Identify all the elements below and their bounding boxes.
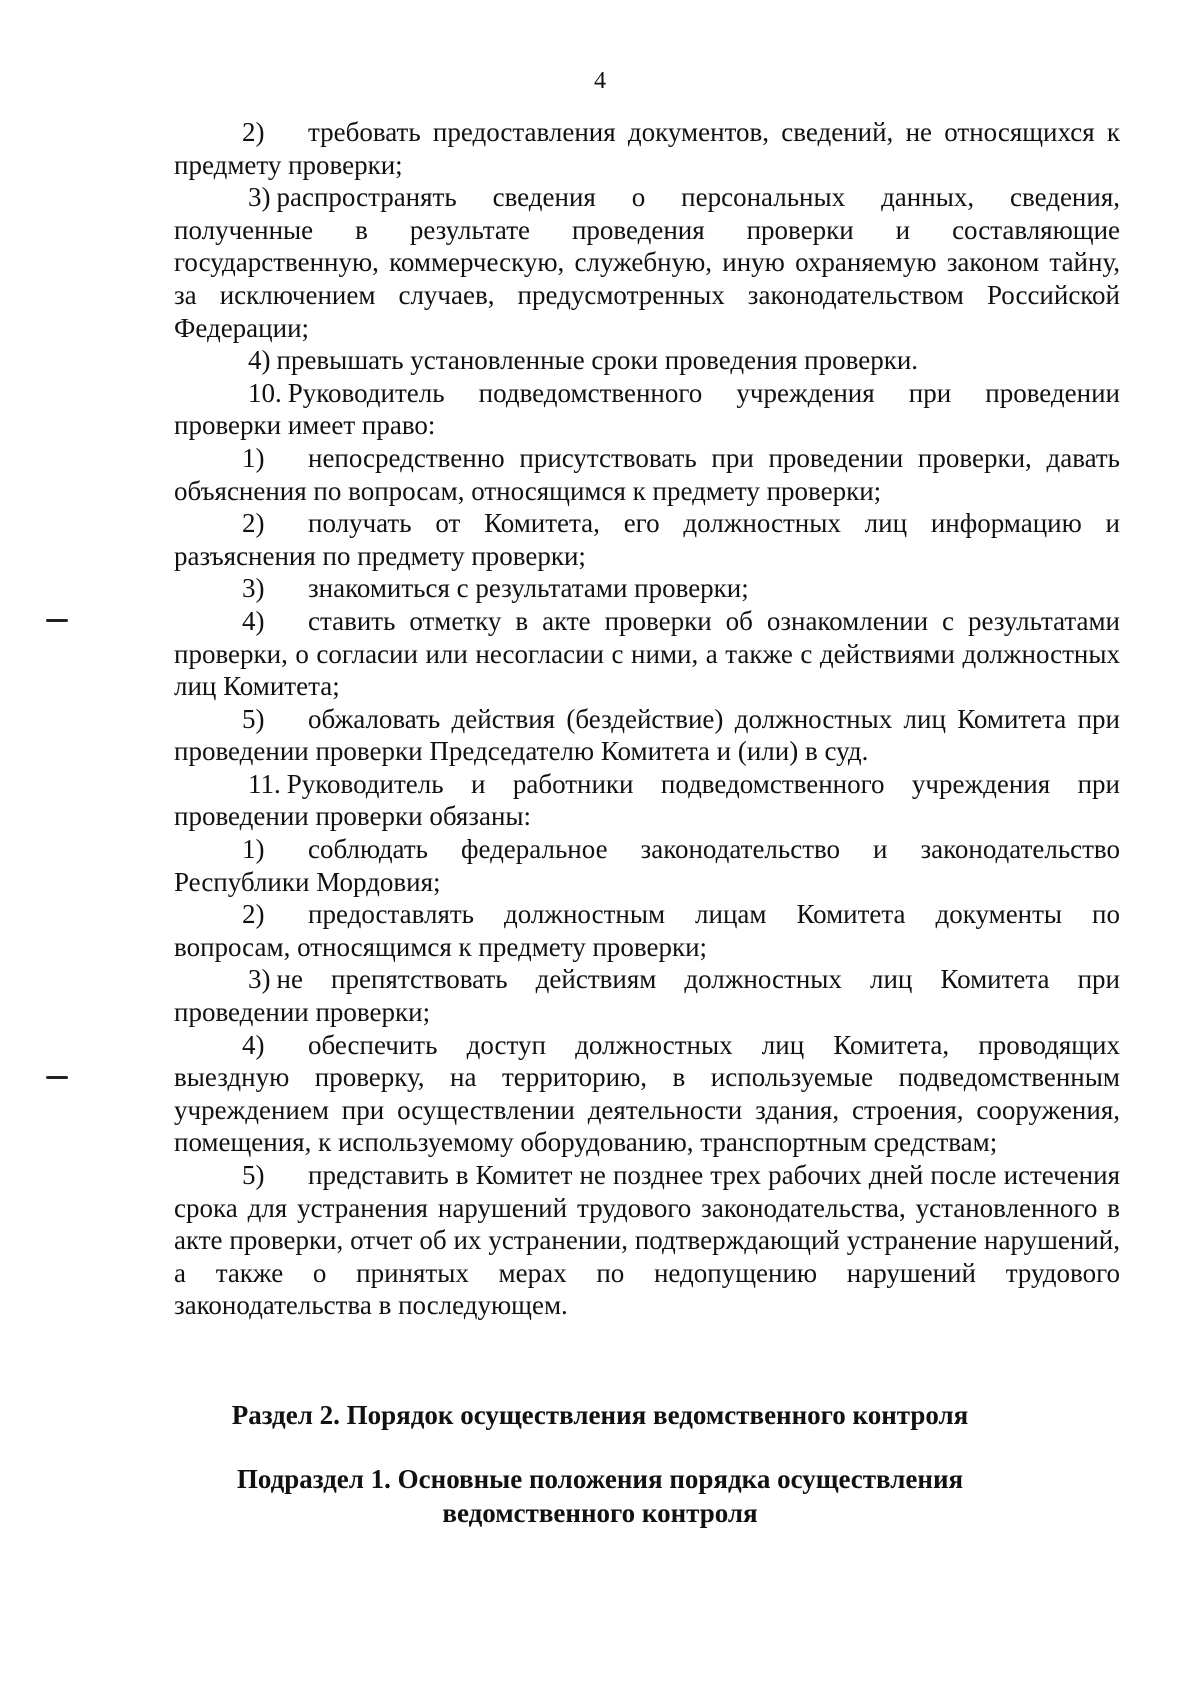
clause-text: Руководитель и работники подведомственного учреждения при проведении проверки обязаны: [174, 768, 1120, 832]
item-text: получать от Комитета, его должностных лиц информацию и разъяснения по предмету проверки; [174, 508, 1120, 571]
list-item [174, 703, 1120, 768]
item-text: непосредственно присутствовать при проведении проверки, давать объяснения по вопросам, относящимся к предмету проверки; [174, 442, 1120, 506]
item-text: обеспечить доступ должностных лиц Комитета, проводящих выездную проверку, на территорию, в используемые подведомственным учреждением при осуществлении деятельности здания, строения, сооружения, помещения, к используемому оборудованию, транспортным средствам; [174, 1029, 1120, 1158]
list-item [174, 833, 1120, 898]
item-number: 2) [242, 117, 265, 147]
margin-mark [46, 619, 68, 622]
list-item [174, 605, 1120, 703]
item-text: представить в Комитет не позднее трех рабочих дней после истечения срока для устранения нарушений трудового законодательства, установленного в акте проверки, отчет об их устранении, подтверждающий устранение нарушений, а также о принятых мерах по недопущению нарушений трудового законодательства в последующем. [174, 1160, 1120, 1321]
clause-number: 11. [248, 768, 281, 799]
item-text: предоставлять должностным лицам Комитета документы по вопросам, относящимся к предмету проверки; [174, 899, 1120, 962]
section-heading: Раздел 2. Порядок осуществления ведомственного контроля [231, 1400, 969, 1430]
item-number: 4) [242, 605, 265, 636]
item-number: 1) [242, 834, 265, 865]
list-item [174, 963, 1120, 1028]
item-number: 4) [242, 1029, 265, 1060]
item-number: 5) [242, 1160, 265, 1190]
item-text: не препятствовать действиям должностных лиц Комитета при проведении проверки; [174, 964, 1120, 1028]
item-text: соблюдать федеральное законодательство и законодательство Республики Мордовия; [174, 834, 1120, 897]
clause-text: Руководитель подведомственного учреждения при проведении проверки имеет право: [174, 377, 1120, 441]
list-item [174, 1029, 1120, 1159]
page-number: 4 [594, 68, 606, 94]
item-number: 3) [248, 964, 271, 995]
item-number: 2) [242, 508, 265, 539]
list-item [174, 1159, 1120, 1322]
list-item [174, 572, 1120, 605]
item-text: знакомиться с результатами проверки; [308, 573, 749, 604]
item-number: 3) [242, 573, 265, 604]
list-item [174, 898, 1120, 963]
item-number: 2) [242, 899, 265, 930]
item-number: 3) [248, 182, 271, 213]
list-item [174, 344, 1120, 377]
item-number: 4) [248, 345, 271, 376]
item-text: ставить отметку в акте проверки об ознакомлении с результатами проверки, о согласии или несогласии с ними, а также с действиями должностных лиц Комитета; [174, 605, 1120, 702]
margin-mark [46, 1076, 68, 1079]
clause-paragraph [174, 768, 1120, 833]
subsection-heading [0, 1462, 1200, 1530]
subsection-heading-line: ведомственного контроля [442, 1498, 758, 1528]
item-number: 1) [242, 442, 265, 473]
item-text: обжаловать действия (бездействие) должностных лиц Комитета при проведении проверки Председателю Комитета и (или) в суд. [174, 703, 1120, 767]
list-item [174, 442, 1120, 507]
list-item [174, 181, 1120, 344]
clause-number: 10. [248, 377, 282, 408]
document-body [174, 116, 1120, 1322]
list-item [174, 507, 1120, 572]
list-item [174, 116, 1120, 181]
item-text: превышать установленные сроки проведения проверки. [276, 345, 919, 376]
clause-paragraph [174, 377, 1120, 442]
item-number: 5) [242, 703, 265, 734]
item-text: требовать предоставления документов, сведений, не относящихся к предмету проверки; [174, 117, 1120, 180]
subsection-heading-line: Подраздел 1. Основные положения порядка осуществления [236, 1464, 964, 1494]
item-text: распространять сведения о персональных данных, сведения, полученные в результате проведения проверки и составляющие государственную, коммерческую, служебную, иную охраняемую законом тайну, за исключением случаев, предусмотренных законодательством Российской Федерации; [174, 182, 1120, 343]
